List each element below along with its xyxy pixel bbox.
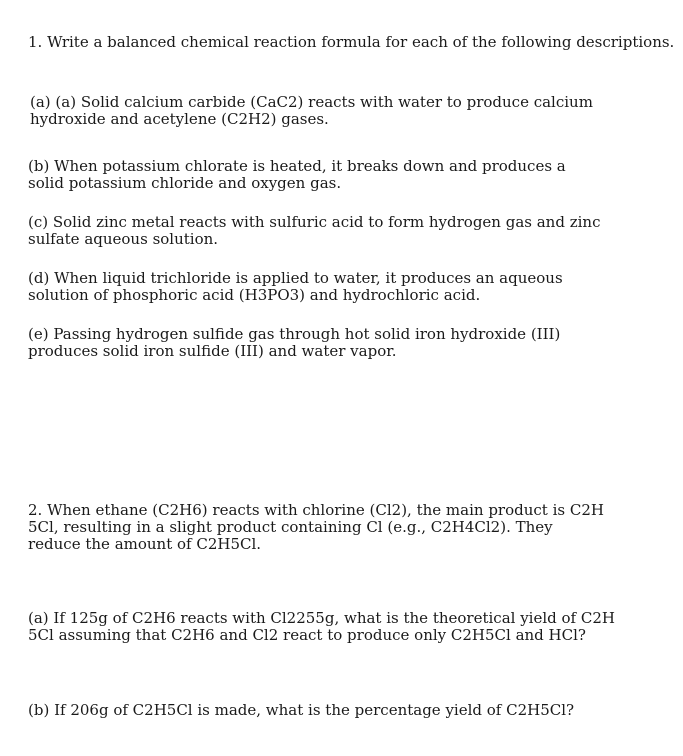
question-2-intro-line-2: 5Cl, resulting in a slight product containing Cl (e.g., C2H4Cl2). They (28, 518, 553, 536)
question-1c-line-1: (c) Solid zinc metal reacts with sulfuric acid to form hydrogen gas and zinc (28, 213, 601, 231)
question-1d (28, 270, 563, 304)
question-1b (28, 158, 566, 192)
question-1c-line-2: sulfate aqueous solution. (28, 230, 219, 248)
question-2-intro-line-3: reduce the amount of C2H5Cl. (28, 535, 262, 553)
question-1c (28, 214, 600, 248)
question-2a-line-2: 5Cl assuming that C2H6 and Cl2 react to produce only C2H5Cl and HCl? (28, 626, 586, 644)
question-1b-line-2: solid potassium chloride and oxygen gas. (28, 174, 342, 192)
question-2a (28, 610, 615, 644)
question-1-heading: 1. Write a balanced chemical reaction formula for each of the following descriptions. (28, 33, 675, 51)
question-1e-line-1: (e) Passing hydrogen sulfide gas through hot solid iron hydroxide (III) (28, 325, 561, 343)
question-1a-line-2: hydroxide and acetylene (C2H2) gases. (30, 110, 329, 128)
question-2a-line-1: (a) If 125g of C2H6 reacts with Cl2255g, what is the theoretical yield of C2H (28, 609, 615, 627)
question-1a (30, 94, 593, 128)
question-2-intro (28, 502, 604, 553)
question-1d-line-2: solution of phosphoric acid (H3PO3) and hydrochloric acid. (28, 286, 481, 304)
question-1a-line-1: (a) (a) Solid calcium carbide (CaC2) reacts with water to produce calcium (30, 93, 593, 111)
question-1b-line-1: (b) When potassium chlorate is heated, it breaks down and produces a (28, 157, 566, 175)
question-1e-line-2: produces solid iron sulfide (III) and water vapor. (28, 342, 397, 360)
question-1e (28, 326, 560, 360)
question-2-intro-line-1: 2. When ethane (C2H6) reacts with chlorine (Cl2), the main product is C2H (28, 501, 604, 519)
question-1d-line-1: (d) When liquid trichloride is applied to water, it produces an aqueous (28, 269, 563, 287)
question-2b: (b) If 206g of C2H5Cl is made, what is the percentage yield of C2H5Cl? (28, 701, 575, 719)
